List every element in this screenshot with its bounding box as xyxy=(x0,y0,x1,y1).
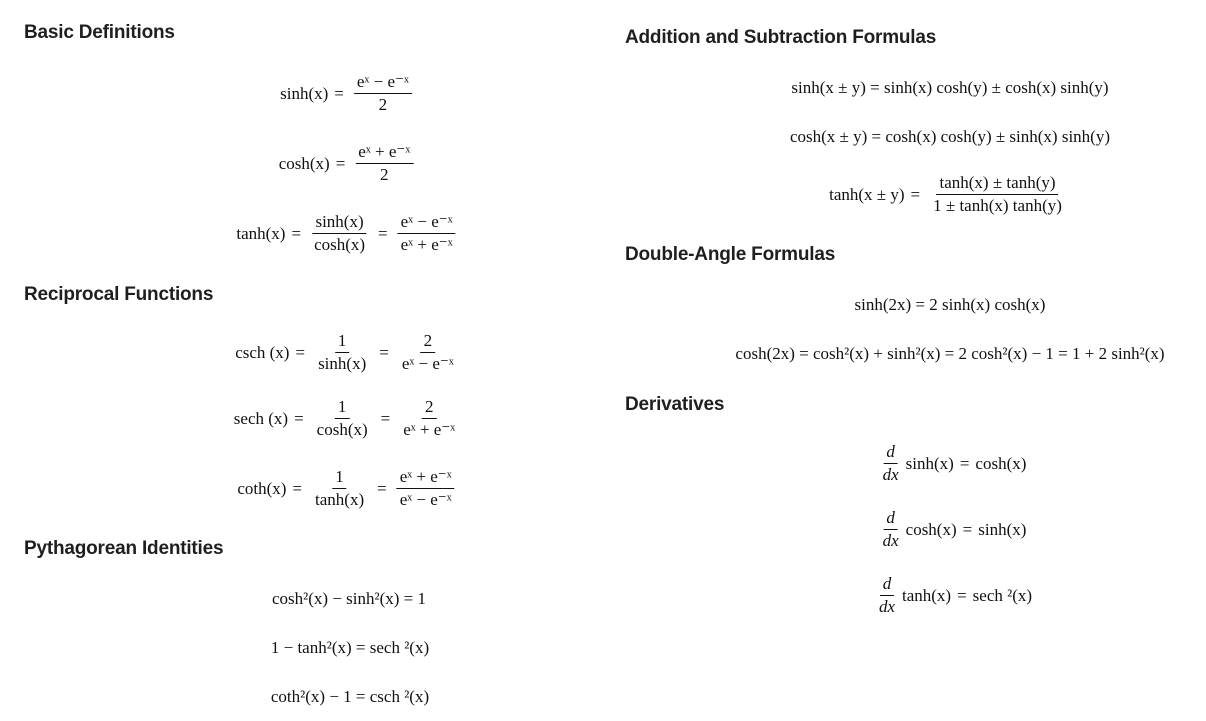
equation-tanh-sum xyxy=(829,173,1069,216)
denominator: dx xyxy=(882,465,899,484)
equals-sign: = xyxy=(335,153,346,173)
eq-lhs: sech (x) xyxy=(233,408,289,428)
denominator: eˣ + e⁻ˣ xyxy=(400,235,453,254)
numerator: 1 xyxy=(335,331,350,353)
equation-pythagorean-3: coth²(x) − 1 = csch ²(x) xyxy=(270,687,430,706)
equals-sign: = xyxy=(334,83,344,103)
equals-sign: = xyxy=(291,223,302,243)
equals-sign: = xyxy=(295,342,306,362)
eq-function: sinh(x) xyxy=(905,453,954,473)
eq-rhs: cosh(x) xyxy=(975,453,1027,473)
denominator: dx xyxy=(878,597,895,616)
equation-cosh-sum: cosh(x ± y) = cosh(x) cosh(y) ± sinh(x) sinh(y) xyxy=(789,127,1111,146)
equation-cosh-definition xyxy=(279,142,418,185)
eq-function: cosh(x) xyxy=(905,519,957,539)
numerator: eˣ − e⁻ˣ xyxy=(354,72,412,94)
equation-tanh-definition xyxy=(236,212,459,255)
equation-sinh-double: sinh(2x) = 2 sinh(x) cosh(x) xyxy=(854,295,1046,314)
equation-coth xyxy=(237,467,458,510)
denominator: cosh(x) xyxy=(314,235,366,254)
equation-pythagorean-2: 1 − tanh²(x) = sech ²(x) xyxy=(270,638,430,657)
equals-sign: = xyxy=(962,519,973,539)
eq-rhs: sech ²(x) xyxy=(972,585,1033,605)
fraction xyxy=(311,212,368,255)
eq-function: tanh(x) xyxy=(901,585,952,605)
heading-addition-subtraction: Addition and Subtraction Formulas xyxy=(625,27,937,48)
numerator: eˣ − e⁻ˣ xyxy=(398,212,456,234)
denominator: cosh(x) xyxy=(316,420,368,439)
eq-lhs: tanh(x) xyxy=(236,223,286,243)
equation-sech xyxy=(234,397,462,440)
denominator: 2 xyxy=(378,95,388,114)
eq-lhs: tanh(x ± y) xyxy=(829,184,905,204)
equals-sign: = xyxy=(959,453,970,473)
eq-lhs: csch (x) xyxy=(235,342,290,362)
equals-sign: = xyxy=(292,478,303,498)
fraction xyxy=(398,212,456,255)
denominator: tanh(x) xyxy=(315,490,365,509)
denominator: eˣ − e⁻ˣ xyxy=(399,490,452,509)
numerator: 2 xyxy=(421,331,436,353)
heading-reciprocal-functions: Reciprocal Functions xyxy=(24,284,214,305)
numerator: sinh(x) xyxy=(312,212,366,234)
equation-pythagorean-1: cosh²(x) − sinh²(x) = 1 xyxy=(271,589,427,608)
equation-cosh-double: cosh(2x) = cosh²(x) + sinh²(x) = 2 cosh²(x) − 1 = 1 + 2 sinh²(x) xyxy=(735,344,1165,363)
numerator: eˣ + e⁻ˣ xyxy=(355,142,413,164)
fraction xyxy=(400,397,458,440)
equation-derivative-cosh xyxy=(876,508,1027,551)
equation-derivative-sinh xyxy=(876,442,1027,485)
heading-double-angle: Double-Angle Formulas xyxy=(625,244,836,265)
eq-rhs: sinh(x) xyxy=(978,519,1027,539)
eq-lhs: cosh(x) xyxy=(278,153,330,173)
fraction-d-dx xyxy=(880,508,902,551)
fraction xyxy=(314,397,371,440)
numerator: d xyxy=(883,508,898,530)
denominator: sinh(x) xyxy=(318,354,367,373)
equals-sign: = xyxy=(294,408,304,428)
equation-derivative-tanh xyxy=(872,574,1032,617)
fraction xyxy=(355,142,413,185)
fraction-d-dx xyxy=(880,442,902,485)
fraction xyxy=(399,331,457,374)
eq-lhs: sinh(x) xyxy=(280,83,329,103)
equals-sign: = xyxy=(910,184,921,204)
heading-basic-definitions: Basic Definitions xyxy=(24,22,175,43)
equation-csch xyxy=(235,331,461,374)
equals-sign: = xyxy=(379,342,389,362)
denominator: 2 xyxy=(380,165,389,184)
numerator: eˣ + e⁻ˣ xyxy=(397,467,455,489)
heading-derivatives: Derivatives xyxy=(625,394,725,415)
fraction-d-dx xyxy=(876,574,898,617)
denominator: dx xyxy=(882,531,899,550)
numerator: d xyxy=(883,442,898,464)
equation-sinh-sum: sinh(x ± y) = sinh(x) cosh(y) ± cosh(x) sinh(y) xyxy=(791,78,1109,97)
denominator: eˣ + e⁻ˣ xyxy=(403,420,456,439)
equation-sinh-definition xyxy=(280,72,416,115)
fraction xyxy=(354,72,412,115)
numerator: 1 xyxy=(335,397,350,419)
numerator: 1 xyxy=(332,467,347,489)
equals-sign: = xyxy=(378,223,388,243)
fraction xyxy=(312,467,367,510)
denominator: eˣ − e⁻ˣ xyxy=(401,354,454,373)
numerator: d xyxy=(880,574,895,596)
eq-lhs: coth(x) xyxy=(237,478,287,498)
denominator: 1 ± tanh(x) tanh(y) xyxy=(933,196,1062,215)
fraction xyxy=(397,467,455,510)
fraction xyxy=(315,331,369,374)
numerator: tanh(x) ± tanh(y) xyxy=(937,173,1059,195)
equals-sign: = xyxy=(380,408,391,428)
fraction xyxy=(930,173,1065,216)
heading-pythagorean-identities: Pythagorean Identities xyxy=(24,538,224,559)
equals-sign: = xyxy=(957,585,967,605)
equals-sign: = xyxy=(377,478,387,498)
numerator: 2 xyxy=(422,397,437,419)
